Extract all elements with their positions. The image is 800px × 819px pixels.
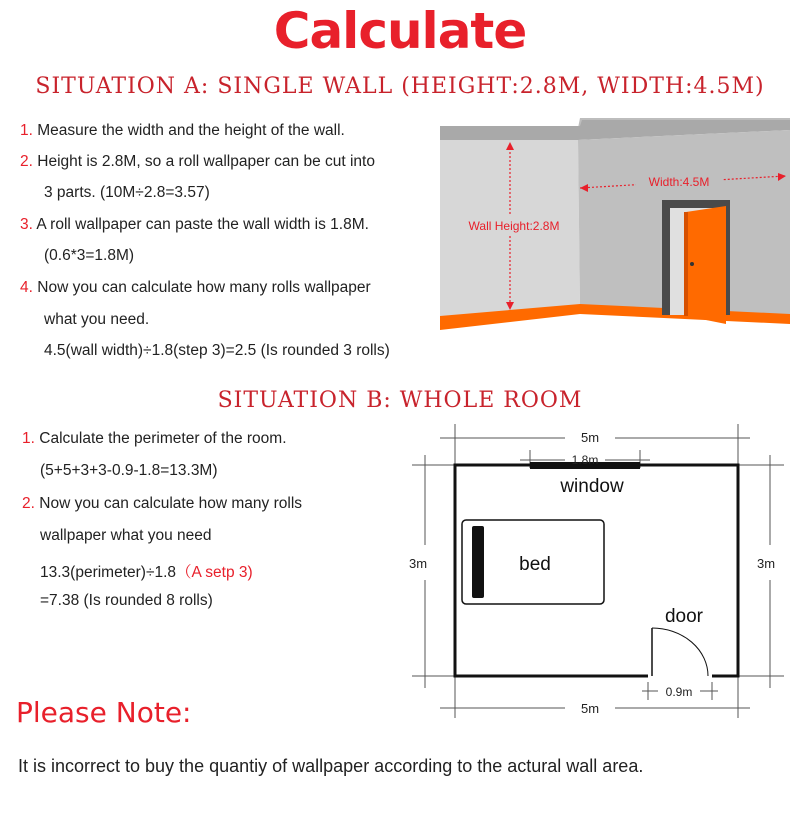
step-text-cont [40, 560, 253, 582]
step-text-cont: 4.5(wall width)÷1.8(step 3)=2.5 (Is rounded 3 rolls) [44, 342, 390, 359]
step-number: 1. [20, 122, 33, 139]
window-dimension-label: 1.8m [571, 453, 599, 467]
note-title: Please Note: [16, 696, 192, 729]
bed-label: bed [519, 554, 551, 575]
step-number: 2. [20, 153, 33, 170]
floor-plan [400, 420, 792, 720]
situation-a-heading: SITUATION A: SINGLE WALL (HEIGHT:2.8M, WIDTH:4.5M) [35, 74, 765, 99]
step-a4 [20, 279, 371, 297]
step-text-cont: =7.38 (Is rounded 8 rolls) [40, 592, 213, 609]
door-swing [652, 628, 708, 676]
step-text: A roll wallpaper can paste the wall width is 1.8M. [36, 216, 369, 233]
step-text-cont: (5+5+3+3-0.9-1.8=13.3M) [40, 462, 218, 479]
step-text-cont: what you need. [44, 311, 150, 328]
step-text: Calculate the perimeter of the room. [39, 430, 287, 447]
step-a3 [20, 216, 369, 234]
step-text: Measure the width and the height of the wall. [37, 122, 345, 139]
situation-b-heading: SITUATION B: WHOLE ROOM [217, 388, 583, 413]
top-dimension-label: 5m [580, 430, 600, 445]
note-text: It is incorrect to buy the quantiy of wallpaper according to the actural wall area. [18, 756, 644, 776]
bottom-dimension-label: 5m [580, 701, 600, 716]
step-number: 2. [22, 495, 35, 512]
step-highlight: （A setp 3) [176, 564, 253, 581]
window-label: window [560, 476, 624, 497]
step-a2 [20, 153, 375, 171]
step-text: Now you can calculate how many rolls wallpaper [37, 279, 371, 296]
step-text: 13.3(perimeter)÷1.8 [40, 564, 177, 581]
height-label: Wall Height:2.8M [468, 219, 560, 233]
step-b2 [22, 495, 302, 513]
page-title: Calculate [273, 2, 527, 60]
bed-pillow [472, 526, 484, 598]
step-text: Height is 2.8M, so a roll wallpaper can be cut into [37, 153, 375, 170]
right-dimension-label: 3m [756, 556, 776, 571]
wall-illustration [440, 118, 795, 333]
step-number: 1. [22, 430, 35, 447]
step-b1 [22, 430, 287, 448]
width-label: Width:4.5M [648, 175, 710, 189]
door-dimension-label: 0.9m [665, 685, 693, 699]
step-a1 [20, 122, 345, 140]
left-dimension-label: 3m [408, 556, 428, 571]
step-text-cont: 3 parts. (10M÷2.8=3.57) [44, 184, 210, 201]
step-text-cont: wallpaper what you need [40, 527, 212, 544]
step-number: 4. [20, 279, 33, 296]
door-knob [690, 262, 694, 266]
door-label: door [664, 606, 704, 627]
step-text-cont: (0.6*3=1.8M) [44, 247, 135, 264]
step-text: Now you can calculate how many rolls [39, 495, 303, 512]
step-number: 3. [20, 216, 33, 233]
